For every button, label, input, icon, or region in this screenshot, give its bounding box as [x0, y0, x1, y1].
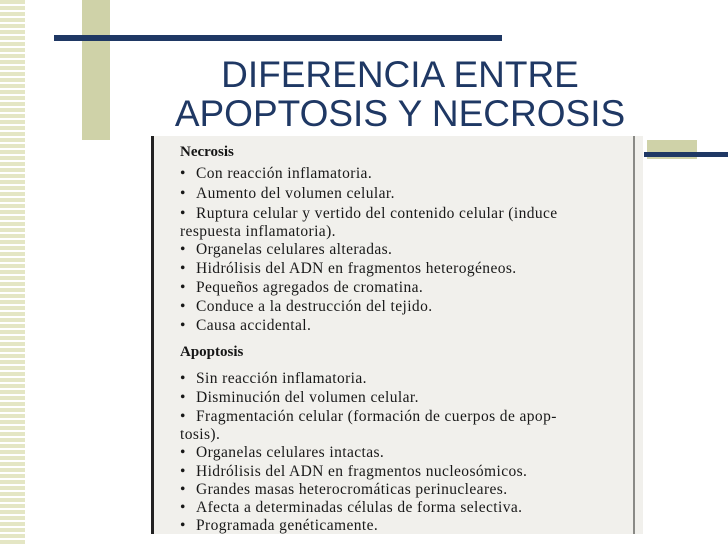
bullet: •	[180, 389, 186, 406]
list-item: • Sin reacción inflamatoria.	[180, 370, 367, 387]
bullet: •	[180, 463, 186, 480]
list-item: • Programada genéticamente.	[180, 517, 379, 534]
bullet: •	[180, 185, 186, 202]
title-line-1: DIFERENCIA ENTRE	[221, 54, 579, 95]
bullet: •	[180, 165, 186, 182]
list-item: • Hidrólisis del ADN en fragmentos heterogéneos.	[180, 260, 517, 277]
decorative-navy-line-top	[54, 35, 502, 41]
bullet: •	[180, 317, 186, 334]
decorative-navy-line-right	[644, 152, 728, 157]
list-item: • Organelas celulares intactas.	[180, 444, 385, 461]
list-item: • Afecta a determinadas células de forma selectiva.	[180, 499, 523, 516]
scanned-table	[151, 136, 643, 534]
list-item: • Organelas celulares alteradas.	[180, 241, 393, 258]
list-item: • Aumento del volumen celular.	[180, 185, 395, 202]
title-line-2: APOPTOSIS Y NECROSIS	[174, 93, 626, 134]
scan-right-edge	[633, 136, 635, 534]
bullet: •	[180, 260, 186, 277]
list-item-continuation: tosis).	[180, 426, 221, 443]
bullet: •	[180, 298, 186, 315]
list-item: • Conduce a la destrucción del tejido.	[180, 298, 433, 315]
bullet: •	[180, 370, 186, 387]
bullet: •	[180, 241, 186, 258]
list-item: • Disminución del volumen celular.	[180, 389, 419, 406]
list-item: • Pequeños agregados de cromatina.	[180, 279, 424, 296]
list-item: • Hidrólisis del ADN en fragmentos nucleosómicos.	[180, 463, 528, 480]
bullet: •	[180, 444, 186, 461]
decorative-stripes	[0, 0, 27, 546]
list-item: • Con reacción inflamatoria.	[180, 165, 373, 182]
slide-title	[150, 55, 650, 133]
list-item: • Fragmentación celular (formación de cuerpos de apop-	[180, 408, 557, 425]
bullet: •	[180, 517, 186, 534]
list-item: • Ruptura celular y vertido del contenido celular (induce	[180, 205, 558, 222]
bullet: •	[180, 205, 186, 222]
list-item: • Causa accidental.	[180, 317, 312, 334]
list-item-continuation: respuesta inflamatoria).	[180, 223, 336, 240]
necrosis-heading: Necrosis	[180, 144, 234, 160]
bullet: •	[180, 279, 186, 296]
decorative-olive-bar	[82, 0, 110, 140]
list-item: • Grandes masas heterocromáticas perinucleares.	[180, 481, 508, 498]
bullet: •	[180, 481, 186, 498]
bullet: •	[180, 499, 186, 516]
bullet: •	[180, 408, 186, 425]
apoptosis-heading: Apoptosis	[180, 344, 244, 360]
